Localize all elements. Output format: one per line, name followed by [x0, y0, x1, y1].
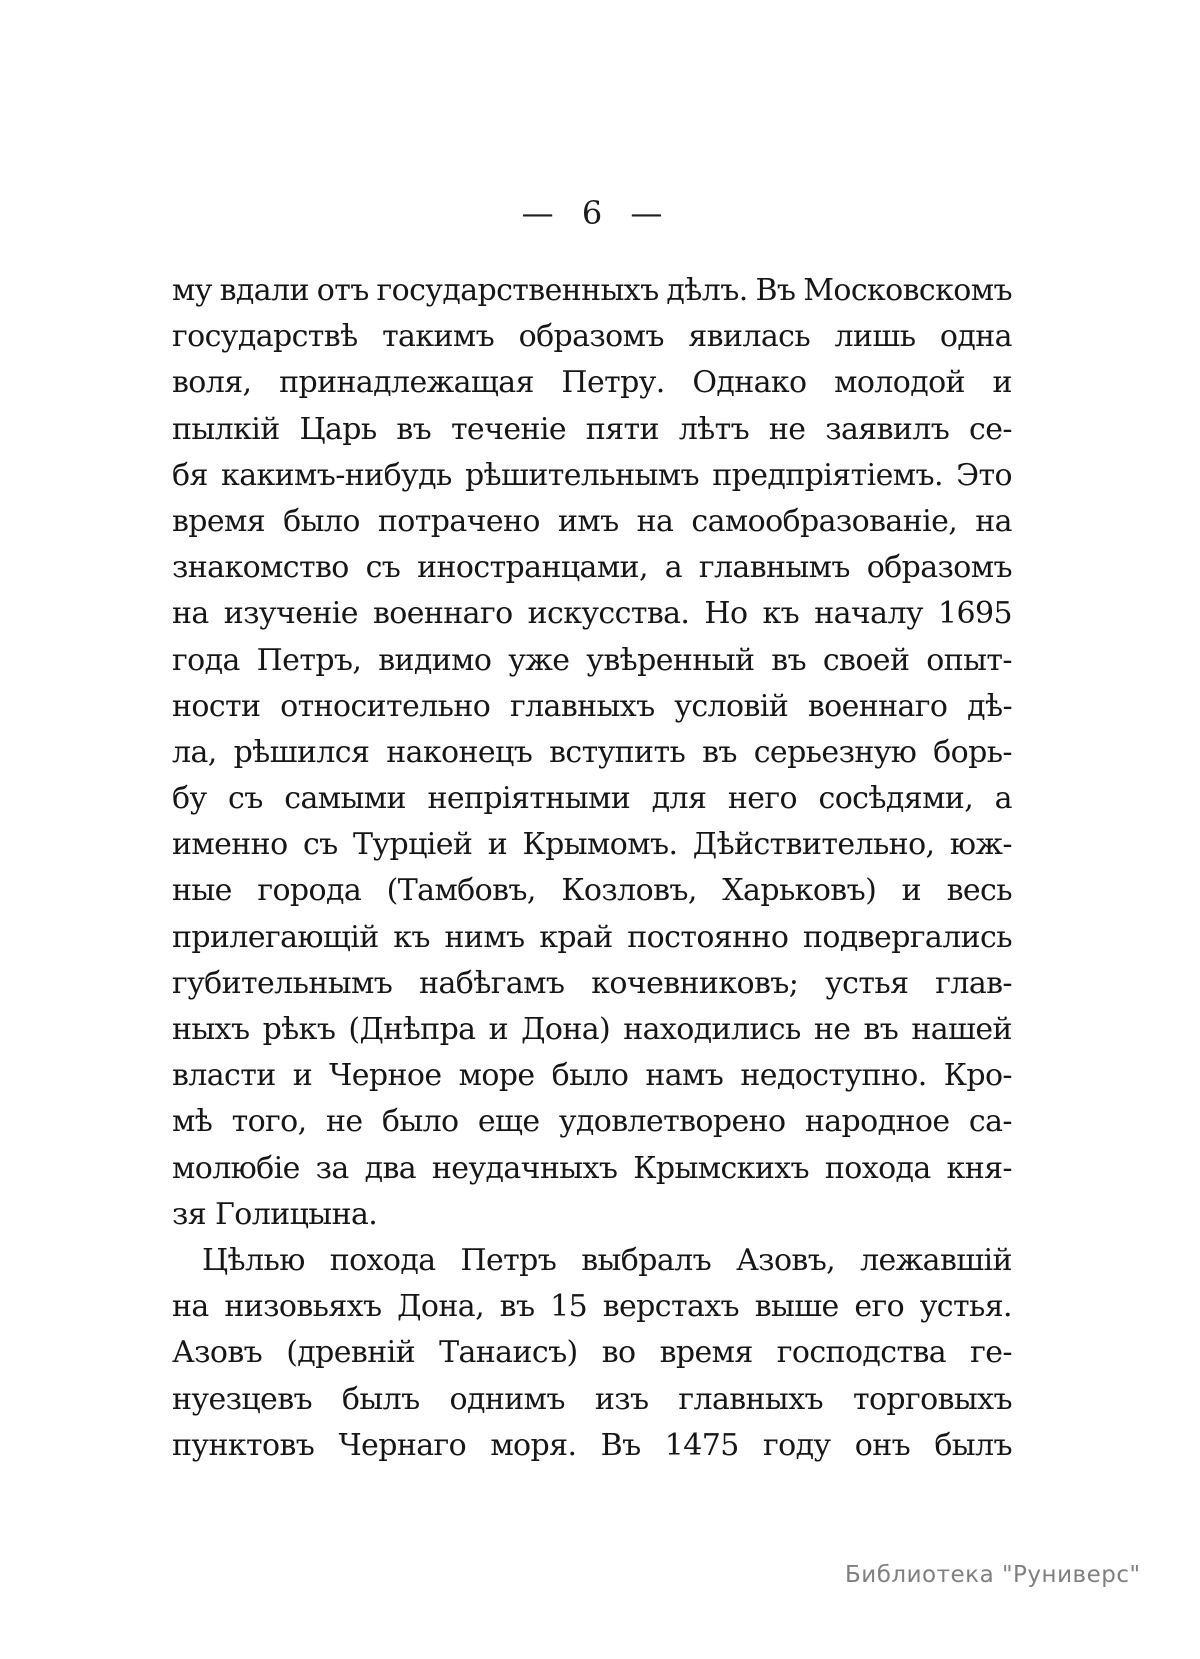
text-line: ные города (Тамбовъ, Козловъ, Харьковъ) и весь: [172, 873, 1012, 909]
text-block: [172, 268, 1012, 1469]
paragraph-2: [172, 1238, 1012, 1469]
text-line: государствѣ такимъ образомъ явилась лишь одна: [172, 319, 1012, 355]
watermark-library-runivers: Библиотека "Руниверс": [845, 1562, 1141, 1588]
text-line: на низовьяхъ Дона, въ 15 верстахъ выше его устья.: [172, 1289, 1012, 1325]
text-line: губительнымъ набѣгамъ кочевниковъ; устья глав-: [172, 965, 1012, 1001]
text-line: пунктовъ Чернаго моря. Въ 1475 году онъ былъ: [172, 1427, 1012, 1463]
text-line: года Петръ, видимо уже увѣренный въ своей опыт-: [172, 642, 1012, 678]
text-line: ныхъ рѣкъ (Днѣпра и Дона) находились не въ нашей: [172, 1012, 1012, 1047]
text-line: прилегающій къ нимъ край постоянно подвергались: [172, 919, 1012, 955]
text-line: Азовъ (древній Танаисъ) во время господства ге-: [172, 1335, 1012, 1371]
text-line: мѣ того, не было еще удовлетворено народное са-: [172, 1104, 1012, 1140]
text-line: зя Голицына.: [172, 1196, 378, 1232]
text-line: знакомство съ иностранцами, а главнымъ образомъ: [172, 550, 1012, 586]
text-line: ла, рѣшился наконецъ вступить въ серьезную борь-: [172, 734, 1012, 770]
text-line: молюбіе за два неудачныхъ Крымскихъ похода кня-: [172, 1150, 1012, 1186]
page-number: — 6 —: [521, 194, 663, 232]
text-line: воля, принадлежащая Петру. Однако молодой и: [172, 365, 1012, 401]
paragraph-1: [172, 268, 1012, 1238]
text-line: бя какимъ-нибудь рѣшительнымъ предпріятіемъ. Это: [172, 457, 1012, 493]
text-line: Цѣлью похода Петръ выбралъ Азовъ, лежавшій: [202, 1242, 1012, 1278]
text-line: бу съ самыми непріятными для него сосѣдями, а: [172, 781, 1012, 817]
text-line: му вдали отъ государственныхъ дѣлъ. Въ Московскомъ: [172, 273, 1012, 308]
text-line: именно съ Турціей и Крымомъ. Дѣйствительно, юж-: [172, 827, 1012, 863]
text-line: ности относительно главныхъ условій военнаго дѣ-: [172, 688, 1012, 724]
text-line: власти и Черное море было намъ недоступно. Кро-: [172, 1058, 1012, 1094]
text-line: время было потрачено имъ на самообразованіе, на: [172, 503, 1012, 539]
text-line: пылкій Царь въ теченіе пяти лѣтъ не заявилъ се-: [172, 411, 1012, 447]
text-line: нуезцевъ былъ однимъ изъ главныхъ торговыхъ: [172, 1381, 1012, 1417]
text-line: на изученіе военнаго искусства. Но къ началу 1695: [172, 596, 1012, 632]
